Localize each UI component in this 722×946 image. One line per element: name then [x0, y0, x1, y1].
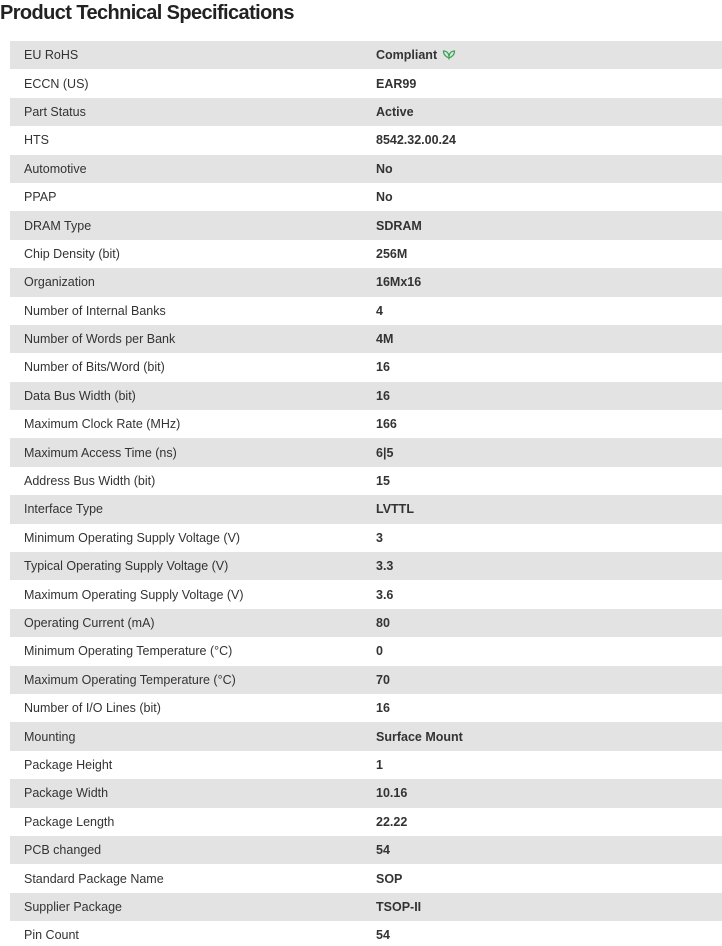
- spec-row: [10, 268, 722, 296]
- spec-label: Minimum Operating Temperature (°C): [24, 644, 233, 659]
- spec-value: 22.22: [376, 814, 408, 829]
- spec-value-cell: [362, 637, 722, 665]
- spec-value: SOP: [376, 871, 403, 886]
- spec-value-cell: [362, 864, 722, 892]
- spec-value: 16: [376, 388, 390, 403]
- spec-label: Number of Words per Bank: [24, 332, 176, 347]
- spec-value: SDRAM: [376, 218, 422, 233]
- spec-label: Data Bus Width (bit): [24, 388, 136, 403]
- spec-value-cell: [362, 694, 722, 722]
- spec-row: [10, 353, 722, 381]
- spec-value-cell: [362, 921, 722, 946]
- spec-value-cell: [362, 666, 722, 694]
- spec-row: [10, 325, 722, 353]
- spec-value: Active: [376, 104, 414, 119]
- spec-row: [10, 410, 722, 438]
- spec-value: 15: [376, 474, 390, 489]
- page-title: Product Technical Specifications: [0, 2, 294, 24]
- spec-label: Chip Density (bit): [24, 246, 120, 261]
- spec-label: Maximum Clock Rate (MHz): [24, 417, 181, 432]
- spec-label: Package Height: [24, 757, 113, 772]
- spec-value: 4: [376, 303, 383, 318]
- spec-row: [10, 808, 722, 836]
- spec-value-cell: [362, 779, 722, 807]
- spec-label: HTS: [24, 133, 49, 148]
- spec-value: 80: [376, 616, 390, 630]
- spec-value: 10.16: [376, 786, 408, 801]
- spec-value: LVTTL: [376, 502, 414, 517]
- spec-value: 3.3: [376, 559, 394, 574]
- spec-label: Typical Operating Supply Voltage (V): [24, 559, 229, 574]
- spec-value-cell: [362, 808, 722, 836]
- spec-label: Maximum Operating Temperature (°C): [24, 672, 236, 687]
- spec-value: No: [376, 161, 393, 176]
- spec-value: No: [376, 190, 393, 205]
- spec-row: [10, 382, 722, 410]
- spec-row: [10, 126, 722, 154]
- spec-label: Minimum Operating Supply Voltage (V): [24, 530, 241, 545]
- spec-value: EAR99: [376, 76, 417, 91]
- spec-row: [10, 552, 722, 580]
- spec-value-cell: [362, 580, 722, 608]
- spec-value: 256M: [376, 246, 408, 261]
- spec-row: [10, 211, 722, 239]
- spec-value: 8542.32.00.24: [376, 133, 456, 148]
- specifications-table: [10, 41, 722, 946]
- spec-label: Part Status: [24, 104, 86, 119]
- spec-row: [10, 694, 722, 722]
- spec-value: Compliant: [376, 48, 438, 63]
- spec-row: [10, 921, 722, 946]
- spec-value-cell: [362, 240, 722, 268]
- spec-value-cell: [362, 325, 722, 353]
- spec-value: 3: [376, 530, 383, 545]
- spec-value: 3.6: [376, 587, 394, 602]
- spec-value-cell: [362, 126, 722, 154]
- specifications-table-body: [10, 41, 722, 946]
- spec-row: [10, 580, 722, 608]
- spec-label: PPAP: [24, 190, 57, 205]
- spec-value-cell: [362, 410, 722, 438]
- spec-row: [10, 864, 722, 892]
- spec-value-cell: [362, 893, 722, 921]
- spec-value: TSOP-II: [376, 899, 422, 914]
- spec-value: 16Mx16: [376, 275, 422, 290]
- spec-value: 4M: [376, 332, 394, 347]
- spec-row: [10, 495, 722, 523]
- spec-value-cell: [362, 268, 722, 296]
- spec-row: [10, 467, 722, 495]
- spec-label: Interface Type: [24, 502, 103, 517]
- spec-row: [10, 524, 722, 552]
- spec-label: PCB changed: [24, 843, 102, 858]
- spec-row: [10, 240, 722, 268]
- spec-value-cell: [362, 836, 722, 864]
- spec-value-cell: [362, 467, 722, 495]
- spec-value: 16: [376, 360, 390, 375]
- spec-row: [10, 751, 722, 779]
- spec-label: Package Width: [24, 786, 109, 801]
- spec-value-cell: [362, 69, 722, 97]
- spec-row: [10, 183, 722, 211]
- spec-label: Number of I/O Lines (bit): [24, 701, 161, 716]
- spec-row: [10, 41, 722, 69]
- spec-value-cell: [362, 382, 722, 410]
- spec-row: [10, 637, 722, 665]
- spec-row: [10, 666, 722, 694]
- spec-label: Standard Package Name: [24, 871, 164, 886]
- spec-value-cell: [362, 495, 722, 523]
- spec-value-cell: [362, 751, 722, 779]
- leaf-icon: [442, 48, 456, 60]
- spec-label: Maximum Operating Supply Voltage (V): [24, 587, 244, 602]
- spec-label: Mounting: [24, 729, 76, 744]
- spec-label: Package Length: [24, 814, 115, 829]
- spec-value-cell: [362, 297, 722, 325]
- spec-value: 70: [376, 672, 390, 687]
- spec-label: Supplier Package: [24, 899, 122, 914]
- spec-label: EU RoHS: [24, 48, 79, 63]
- spec-label: Number of Bits/Word (bit): [24, 360, 165, 375]
- spec-value: 54: [376, 843, 390, 858]
- spec-row: [10, 69, 722, 97]
- spec-value: 166: [376, 417, 397, 432]
- spec-value-cell: [362, 552, 722, 580]
- spec-row: [10, 438, 722, 466]
- spec-value-cell: [362, 609, 722, 637]
- spec-value-cell: [362, 98, 722, 126]
- spec-value: 16: [376, 701, 390, 716]
- spec-label: Organization: [24, 275, 95, 290]
- spec-label: Operating Current (mA): [24, 616, 155, 630]
- spec-label: Automotive: [24, 161, 87, 176]
- spec-value-cell: [362, 183, 722, 211]
- spec-value-cell: [362, 211, 722, 239]
- spec-value-cell: [362, 524, 722, 552]
- spec-row: [10, 155, 722, 183]
- spec-label: Maximum Access Time (ns): [24, 445, 177, 460]
- spec-label: ECCN (US): [24, 76, 89, 91]
- spec-row: [10, 836, 722, 864]
- spec-value: 54: [376, 928, 390, 943]
- spec-row: [10, 779, 722, 807]
- spec-value: 1: [376, 757, 383, 772]
- spec-value-cell: [362, 353, 722, 381]
- spec-label: DRAM Type: [24, 218, 92, 233]
- spec-row: [10, 893, 722, 921]
- spec-value-cell: [362, 438, 722, 466]
- spec-label: Address Bus Width (bit): [24, 474, 156, 489]
- spec-row: [10, 722, 722, 750]
- spec-value: Surface Mount: [376, 729, 463, 744]
- spec-label: Number of Internal Banks: [24, 303, 166, 318]
- spec-row: [10, 297, 722, 325]
- spec-value-cell: [362, 722, 722, 750]
- spec-row: [10, 609, 722, 637]
- spec-row: [10, 98, 722, 126]
- spec-label: Pin Count: [24, 928, 79, 943]
- spec-value-cell: [362, 41, 722, 69]
- spec-value-cell: [362, 155, 722, 183]
- spec-value: 6|5: [376, 445, 394, 460]
- spec-value: 0: [376, 644, 383, 659]
